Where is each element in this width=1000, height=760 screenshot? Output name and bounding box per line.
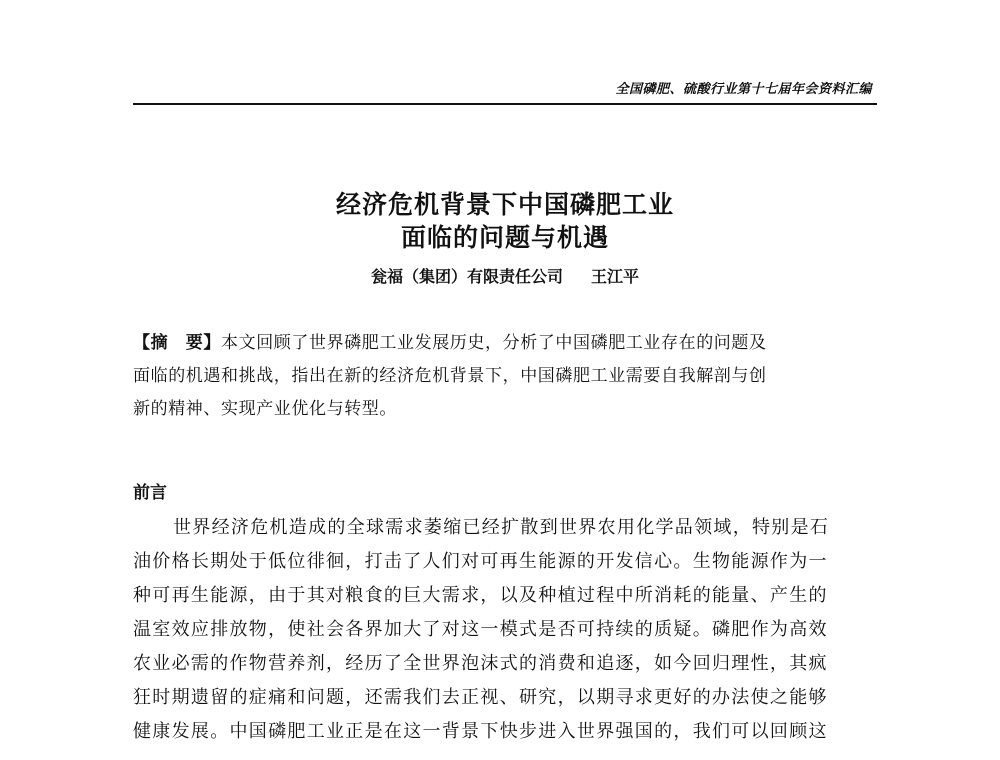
body-line: 健康发展。中国磷肥工业正是在这一背景下快步进入世界强国的，我们可以回顾这 bbox=[133, 721, 828, 742]
header-rule bbox=[133, 103, 877, 105]
author-name: 王江平 bbox=[591, 267, 640, 286]
body-line: 油价格长期处于低位徘徊，打击了人们对可再生能源的开发信心。生物能源作为一 bbox=[133, 551, 828, 572]
title-line-2: 面临的问题与机遇 bbox=[400, 223, 609, 252]
abstract-label: 【摘 要】 bbox=[133, 333, 221, 353]
body-line: 农业必需的作物营养剂，经历了全世界泡沫式的消费和追逐，如今回归理性，其疯 bbox=[133, 653, 828, 674]
running-header: 全国磷肥、硫酸行业第十七届年会资料汇编 bbox=[615, 82, 872, 97]
body-line: 世界经济危机造成的全球需求萎缩已经扩散到世界农用化学品领域，特别是石 bbox=[173, 517, 830, 538]
abstract-line: 面临的机遇和挑战，指出在新的经济危机背景下，中国磷肥工业需要自我解剖与创 bbox=[133, 366, 767, 386]
abstract bbox=[133, 327, 877, 426]
title-line-1: 经济危机背景下中国磷肥工业 bbox=[335, 190, 674, 219]
abstract-line: 新的精神、实现产业优化与转型。 bbox=[133, 399, 397, 419]
body-line: 种可再生能源，由于其对粮食的巨大需求，以及种植过程中所消耗的能量、产生的 bbox=[133, 585, 828, 606]
byline bbox=[133, 264, 877, 287]
abstract-text: 本文回顾了世界磷肥工业发展历史，分析了中国磷肥工业存在的问题及 bbox=[221, 333, 767, 353]
body-paragraph bbox=[133, 511, 877, 749]
author-organization: 瓮福（集团）有限责任公司 bbox=[370, 267, 563, 286]
section-heading: 前言 bbox=[133, 483, 167, 503]
body-line: 狂时期遗留的症痛和问题，还需我们去正视、研究，以期寻求更好的办法使之能够 bbox=[133, 687, 828, 708]
abstract-line bbox=[133, 327, 877, 360]
body-line: 温室效应排放物，使社会各界加大了对这一模式是否可持续的质疑。磷肥作为高效 bbox=[133, 619, 828, 640]
